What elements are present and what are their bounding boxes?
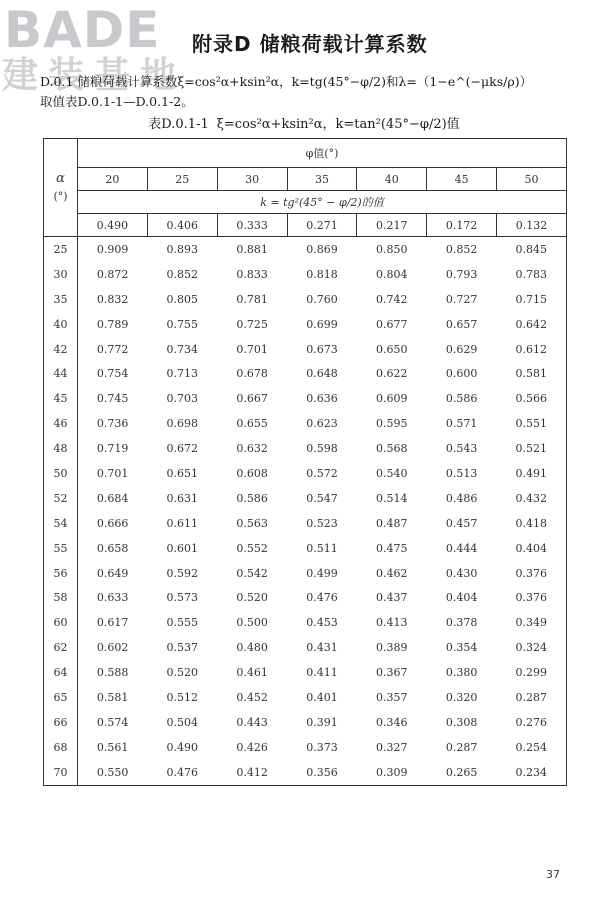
coefficient-cell: 0.772: [96, 342, 129, 356]
coefficient-cell: 0.611: [166, 516, 199, 530]
coefficient-cell: 0.684: [96, 491, 129, 505]
coefficient-cell: 0.703: [166, 392, 199, 406]
coefficient-cell: 0.550: [78, 760, 148, 785]
coefficient-cell: 0.602: [96, 641, 129, 655]
coefficient-cell: 0.475: [376, 541, 408, 555]
coefficient-cell: 0.760: [306, 292, 338, 306]
coefficient-cell: 0.893: [166, 242, 199, 256]
table-row: [44, 561, 567, 586]
table-row: [44, 610, 567, 635]
coefficient-cell: 0.617: [96, 616, 129, 630]
coefficient-cell: 0.804: [376, 267, 408, 281]
coefficient-cell: 0.404: [497, 536, 567, 561]
alpha-unit: (°): [53, 189, 68, 203]
coefficient-cell: 0.629: [445, 342, 478, 356]
coefficient-cell: 0.555: [166, 616, 199, 630]
coefficient-cell: 0.598: [306, 442, 338, 456]
coefficient-cell: 0.426: [236, 740, 268, 754]
coefficient-cell: 0.727: [445, 292, 478, 306]
coefficient-cell: 0.367: [376, 666, 408, 680]
k-value-cell: 0.490: [78, 214, 148, 237]
table-row: [44, 536, 567, 561]
alpha-value-cell: 30: [44, 262, 78, 287]
alpha-value-cell: 45: [44, 386, 78, 411]
table-row: [44, 511, 567, 536]
coefficient-cell: 0.476: [306, 591, 338, 605]
coefficient-cell: 0.500: [236, 616, 268, 630]
intro-paragraph: [40, 72, 580, 112]
coefficient-cell: 0.608: [236, 466, 268, 480]
table-row: [44, 337, 567, 362]
coefficient-cell: 0.418: [497, 511, 567, 536]
coefficient-cell: 0.431: [306, 641, 338, 655]
phi-header: φ值(°): [78, 139, 567, 168]
alpha-value-cell: 60: [44, 610, 78, 635]
coefficient-cell: 0.540: [376, 466, 408, 480]
coefficient-cell: 0.511: [306, 541, 338, 555]
coefficient-cell: 0.443: [236, 715, 268, 729]
coefficient-cell: 0.574: [96, 715, 129, 729]
table-row: [44, 361, 567, 386]
intro-line-2: 取值表D.0.1-1—D.0.1-2。: [40, 94, 194, 109]
coefficient-cell: 0.745: [96, 392, 129, 406]
coefficient-cell: 0.623: [306, 417, 338, 431]
table-caption-label: 表D.0.1-1: [148, 117, 209, 132]
table-caption: [0, 113, 600, 132]
phi-value-cell: 30: [217, 168, 287, 191]
coefficient-cell: 0.592: [166, 566, 199, 580]
coefficient-cell: 0.491: [497, 461, 567, 486]
phi-value-cell: 50: [497, 168, 567, 191]
coefficient-cell: 0.349: [497, 610, 567, 635]
alpha-value-cell: 46: [44, 411, 78, 436]
coefficient-cell: 0.444: [445, 541, 478, 555]
coefficient-cell: 0.504: [166, 715, 199, 729]
coefficient-cell: 0.376: [497, 585, 567, 610]
coefficient-cell: 0.521: [497, 436, 567, 461]
coefficient-cell: 0.581: [96, 690, 129, 704]
coefficient-cell: 0.404: [445, 591, 478, 605]
coefficient-cell: 0.432: [497, 486, 567, 511]
table-row: [44, 760, 567, 785]
coefficient-cell: 0.513: [445, 466, 478, 480]
coefficient-cell: 0.845: [497, 237, 567, 262]
table-row: [44, 710, 567, 735]
coefficient-cell: 0.678: [236, 367, 268, 381]
coefficient-cell: 0.571: [445, 417, 478, 431]
coefficient-cell: 0.588: [96, 666, 129, 680]
coefficient-cell: 0.601: [166, 541, 199, 555]
alpha-value-cell: 70: [44, 760, 78, 785]
coefficient-cell: 0.909: [96, 242, 129, 256]
coefficient-cell: 0.649: [96, 566, 129, 580]
alpha-value-cell: 52: [44, 486, 78, 511]
coefficient-cell: 0.586: [445, 392, 478, 406]
k-value-cell: 0.406: [147, 214, 217, 237]
page-number: 37: [546, 868, 560, 881]
coefficient-cell: 0.486: [445, 491, 478, 505]
phi-value-cell: 20: [78, 168, 148, 191]
coefficient-cell: 0.514: [376, 491, 408, 505]
coefficient-cell: 0.346: [376, 715, 408, 729]
coefficient-cell: 0.725: [236, 317, 268, 331]
coefficient-cell: 0.595: [376, 417, 408, 431]
coefficient-cell: 0.636: [306, 392, 338, 406]
coefficient-cell: 0.462: [376, 566, 408, 580]
coefficient-cell: 0.254: [497, 735, 567, 760]
table-row: [44, 411, 567, 436]
table-caption-formula: ξ=cos²α+ksin²α，k=tan²(45°−φ/2)值: [216, 117, 460, 132]
table-row: [44, 386, 567, 411]
coefficient-cell: 0.476: [147, 760, 217, 785]
coefficient-cell: 0.600: [445, 367, 478, 381]
phi-value-cell: 25: [147, 168, 217, 191]
coefficient-cell: 0.612: [497, 337, 567, 362]
coefficient-cell: 0.412: [217, 760, 287, 785]
table-row: [44, 735, 567, 760]
coefficient-cell: 0.701: [96, 466, 129, 480]
alpha-value-cell: 55: [44, 536, 78, 561]
coefficient-cell: 0.430: [445, 566, 478, 580]
coefficient-cell: 0.376: [497, 561, 567, 586]
coefficient-cell: 0.650: [376, 342, 408, 356]
coefficient-cell: 0.657: [445, 317, 478, 331]
coefficient-cell: 0.234: [497, 760, 567, 785]
alpha-value-cell: 65: [44, 685, 78, 710]
coefficient-table: [43, 138, 567, 786]
coefficient-cell: 0.287: [445, 740, 478, 754]
coefficient-cell: 0.542: [236, 566, 268, 580]
coefficient-cell: 0.563: [236, 516, 268, 530]
coefficient-cell: 0.512: [166, 690, 199, 704]
coefficient-cell: 0.461: [236, 666, 268, 680]
coefficient-cell: 0.543: [445, 442, 478, 456]
coefficient-cell: 0.673: [306, 342, 338, 356]
coefficient-cell: 0.452: [236, 690, 268, 704]
coefficient-cell: 0.852: [166, 267, 199, 281]
coefficient-cell: 0.648: [306, 367, 338, 381]
coefficient-cell: 0.719: [96, 442, 129, 456]
coefficient-cell: 0.736: [96, 417, 129, 431]
coefficient-cell: 0.354: [445, 641, 478, 655]
coefficient-cell: 0.586: [236, 491, 268, 505]
table-row: [44, 461, 567, 486]
alpha-value-cell: 62: [44, 635, 78, 660]
coefficient-cell: 0.781: [236, 292, 268, 306]
k-value-cell: 0.271: [287, 214, 357, 237]
coefficient-cell: 0.789: [96, 317, 129, 331]
coefficient-cell: 0.881: [236, 242, 268, 256]
alpha-value-cell: 66: [44, 710, 78, 735]
coefficient-cell: 0.783: [497, 262, 567, 287]
coefficient-cell: 0.499: [306, 566, 338, 580]
coefficient-cell: 0.411: [306, 666, 338, 680]
coefficient-cell: 0.677: [376, 317, 408, 331]
coefficient-cell: 0.832: [96, 292, 129, 306]
coefficient-cell: 0.872: [96, 267, 129, 281]
alpha-value-cell: 42: [44, 337, 78, 362]
coefficient-cell: 0.632: [236, 442, 268, 456]
alpha-value-cell: 35: [44, 287, 78, 312]
coefficient-cell: 0.457: [445, 516, 478, 530]
coefficient-cell: 0.401: [306, 690, 338, 704]
coefficient-cell: 0.805: [166, 292, 199, 306]
alpha-value-cell: 64: [44, 660, 78, 685]
table-row: [44, 312, 567, 337]
coefficient-cell: 0.380: [445, 666, 478, 680]
coefficient-cell: 0.490: [166, 740, 199, 754]
coefficient-cell: 0.437: [376, 591, 408, 605]
page-title: 附录D 储粮荷载计算系数: [192, 32, 428, 56]
coefficient-cell: 0.391: [306, 715, 338, 729]
table-row: [44, 585, 567, 610]
coefficient-cell: 0.566: [497, 386, 567, 411]
watermark-latin: BADE: [4, 1, 161, 59]
coefficient-cell: 0.852: [445, 242, 478, 256]
coefficient-cell: 0.265: [427, 760, 497, 785]
table-row: [44, 660, 567, 685]
coefficient-cell: 0.833: [236, 267, 268, 281]
alpha-value-cell: 44: [44, 361, 78, 386]
table-row: [44, 287, 567, 312]
coefficient-cell: 0.631: [166, 491, 199, 505]
coefficient-cell: 0.667: [236, 392, 268, 406]
k-formula-label: k = tg²(45° − φ/2)的值: [78, 191, 567, 214]
k-value-cell: 0.172: [427, 214, 497, 237]
coefficient-cell: 0.850: [376, 242, 408, 256]
coefficient-cell: 0.537: [166, 641, 199, 655]
coefficient-cell: 0.547: [306, 491, 338, 505]
coefficient-cell: 0.413: [376, 616, 408, 630]
table-row: [44, 237, 567, 262]
alpha-value-cell: 50: [44, 461, 78, 486]
coefficient-cell: 0.389: [376, 641, 408, 655]
coefficient-cell: 0.869: [306, 242, 338, 256]
coefficient-cell: 0.642: [497, 312, 567, 337]
coefficient-cell: 0.698: [166, 417, 199, 431]
coefficient-cell: 0.568: [376, 442, 408, 456]
coefficient-cell: 0.754: [96, 367, 129, 381]
coefficient-cell: 0.357: [376, 690, 408, 704]
coefficient-cell: 0.573: [166, 591, 199, 605]
alpha-value-cell: 48: [44, 436, 78, 461]
table-row: [44, 635, 567, 660]
intro-line-1: D.0.1 储粮荷载计算系数ξ=cos²α+ksin²α，k=tg(45°−φ/2)和λ=（1−e^(−μks/ρ)）: [40, 74, 533, 89]
coefficient-cell: 0.658: [96, 541, 129, 555]
coefficient-cell: 0.287: [497, 685, 567, 710]
k-value-cell: 0.333: [217, 214, 287, 237]
coefficient-cell: 0.561: [96, 740, 129, 754]
coefficient-cell: 0.551: [497, 411, 567, 436]
phi-values-row: [44, 168, 567, 191]
k-values-row: [44, 214, 567, 237]
coefficient-cell: 0.651: [166, 466, 199, 480]
alpha-value-cell: 54: [44, 511, 78, 536]
coefficient-cell: 0.320: [445, 690, 478, 704]
alpha-value-cell: 68: [44, 735, 78, 760]
coefficient-cell: 0.581: [497, 361, 567, 386]
table-row: [44, 436, 567, 461]
table-header: [44, 139, 567, 237]
coefficient-cell: 0.655: [236, 417, 268, 431]
coefficient-cell: 0.633: [96, 591, 129, 605]
coefficient-cell: 0.523: [306, 516, 338, 530]
table-body: [44, 237, 567, 786]
table-row: [44, 486, 567, 511]
coefficient-cell: 0.308: [445, 715, 478, 729]
coefficient-cell: 0.276: [497, 710, 567, 735]
watermark-cjk: 建装基地: [2, 55, 187, 96]
coefficient-cell: 0.299: [497, 660, 567, 685]
alpha-value-cell: 25: [44, 237, 78, 262]
phi-value-cell: 35: [287, 168, 357, 191]
coefficient-cell: 0.552: [236, 541, 268, 555]
coefficient-cell: 0.715: [497, 287, 567, 312]
alpha-value-cell: 58: [44, 585, 78, 610]
table-row: [44, 262, 567, 287]
coefficient-cell: 0.666: [96, 516, 129, 530]
coefficient-cell: 0.453: [306, 616, 338, 630]
coefficient-cell: 0.309: [357, 760, 427, 785]
table-row: [44, 685, 567, 710]
coefficient-cell: 0.480: [236, 641, 268, 655]
coefficient-cell: 0.701: [236, 342, 268, 356]
coefficient-cell: 0.742: [376, 292, 408, 306]
coefficient-cell: 0.818: [306, 267, 338, 281]
coefficient-cell: 0.572: [306, 466, 338, 480]
coefficient-cell: 0.793: [445, 267, 478, 281]
coefficient-cell: 0.327: [376, 740, 408, 754]
coefficient-cell: 0.622: [376, 367, 408, 381]
coefficient-cell: 0.713: [166, 367, 199, 381]
k-value-cell: 0.217: [357, 214, 427, 237]
coefficient-cell: 0.487: [376, 516, 408, 530]
coefficient-cell: 0.672: [166, 442, 199, 456]
alpha-value-cell: 40: [44, 312, 78, 337]
alpha-header: α: [56, 170, 65, 186]
coefficient-cell: 0.520: [166, 666, 199, 680]
k-value-cell: 0.132: [497, 214, 567, 237]
alpha-header-cell: [44, 139, 78, 237]
coefficient-cell: 0.373: [306, 740, 338, 754]
alpha-value-cell: 56: [44, 561, 78, 586]
coefficient-cell: 0.734: [166, 342, 199, 356]
coefficient-cell: 0.609: [376, 392, 408, 406]
coefficient-cell: 0.520: [236, 591, 268, 605]
coefficient-cell: 0.699: [306, 317, 338, 331]
coefficient-cell: 0.356: [287, 760, 357, 785]
coefficient-cell: 0.755: [166, 317, 199, 331]
coefficient-cell: 0.378: [445, 616, 478, 630]
phi-value-cell: 45: [427, 168, 497, 191]
coefficient-cell: 0.324: [497, 635, 567, 660]
phi-value-cell: 40: [357, 168, 427, 191]
